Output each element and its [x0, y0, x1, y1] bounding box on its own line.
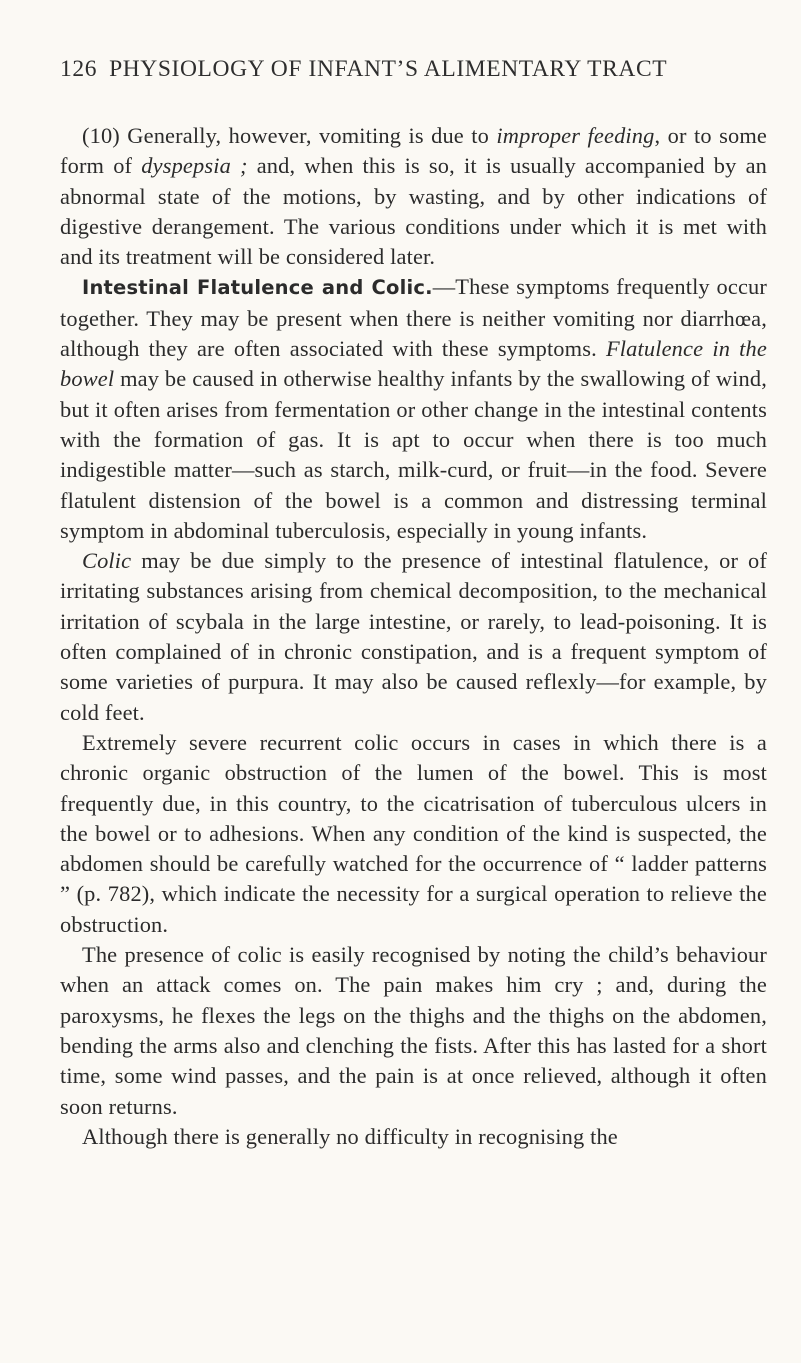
- italic-term: improper feeding: [496, 123, 655, 148]
- italic-term: dyspepsia ;: [141, 153, 248, 179]
- text-run: may be caused in otherwise healthy infants by the swallowing of wind, but it often arises from fermentation or other change in the intestinal contents with the formation of gas. It is apt to occur when there is too much indigestible matter—such as starch, milk-curd, or fruit—in the food. Severe flatulent distension of the bowel is a common and distressing terminal symptom in abdominal tuberculosis, especially in young infants.: [60, 366, 767, 543]
- text-run: and, when this is so, it is usually accompanied by an abnormal state of the motions, by wasting, and by other indications of digestive derangement. The various conditions under which it is met with and its treatment will be considered later.: [60, 153, 767, 270]
- section-heading: Intestinal Flatulence and Colic.: [82, 276, 433, 300]
- text-run: (10) Generally, however, vomiting is due to: [82, 123, 497, 148]
- italic-term: Flatulence in the bowel: [60, 336, 767, 392]
- text-run: may be due simply to the presence of intestinal flatulence, or of irritating substances arising from chemical decomposition, to the mechanical irritation of scybala in the large intestine, or rarely, to lead-poisoning. It is often complained of in chronic constipation, and is a frequent symptom of some varieties of purpura. It may also be caused reflexly—for example, by cold feet.: [60, 548, 767, 725]
- page-number: 126: [60, 56, 98, 82]
- paragraph-vomiting-causes: [60, 121, 767, 272]
- text-run: —These symptoms frequently occur together. They may be present when there is neither vomiting nor diarrhœa, although they are often associated with these symptoms.: [60, 274, 767, 362]
- paragraph-recurrent-colic: Extremely severe recurrent colic occurs in cases in which there is a chronic organic obstruction of the lumen of the bowel. This is most frequently due, in this country, to the cicatrisation of tuberculous ulcers in the bowel or to adhesions. When any condition of the kind is suspected, the abdomen should be carefully watched for the occurrence of “ ladder patterns ” (p. 782), which indicate the necessity for a surgical operation to relieve the obstruction.: [60, 729, 767, 937]
- text-run: , or to some form of: [60, 123, 767, 179]
- body-text: [60, 121, 767, 1152]
- paragraph-colic-causes: [60, 546, 767, 728]
- paragraph-continuation: Although there is generally no difficulty in recognising the: [82, 1123, 618, 1149]
- paragraph-flatulence-and-colic: [60, 272, 767, 546]
- running-head: [60, 56, 765, 83]
- italic-term: Colic: [82, 548, 132, 574]
- running-head-title: PHYSIOLOGY OF INFANT’S ALIMENTARY TRACT: [109, 56, 668, 82]
- paragraph-colic-recognition: The presence of colic is easily recognised by noting the child’s behaviour when an attack comes on. The pain makes him cry ; and, during the paroxysms, he flexes the legs on the thighs and the thighs on the abdomen, bending the arms also and clenching the fists. After this has lasted for a short time, some wind passes, and the pain is at once relieved, although it often soon returns.: [60, 942, 767, 1119]
